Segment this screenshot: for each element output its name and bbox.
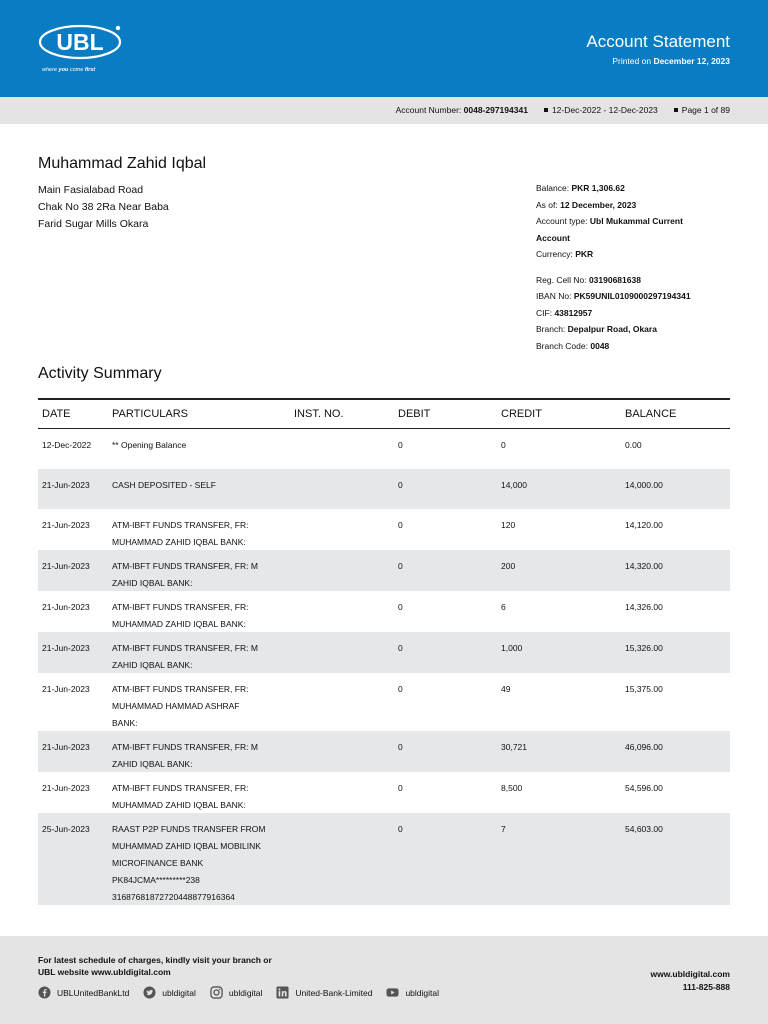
table-row [38, 772, 730, 813]
ubl-logo [38, 22, 128, 76]
particulars-line: PK84JCMA*********238 [112, 875, 200, 885]
asof-row: As of: 12 December, 2023 [536, 199, 637, 210]
statement-period: 12-Dec-2022 - 12-Dec-2023 [536, 105, 658, 115]
debit-cell: 0 [398, 561, 403, 571]
date-cell: 21-Jun-2023 [42, 684, 90, 694]
page-indicator: Page 1 of 89 [666, 105, 730, 115]
particulars-cell [112, 517, 287, 551]
table-row [38, 813, 730, 905]
credit-cell: 6 [501, 602, 506, 612]
particulars-cell [112, 558, 287, 592]
particulars-line: MUHAMMAD ZAHID IQBAL MOBILINK [112, 841, 261, 851]
table-row [38, 731, 730, 772]
table-row [38, 469, 730, 509]
account-number [396, 105, 528, 115]
credit-cell: 120 [501, 520, 516, 530]
statement-title: Account Statement [586, 32, 730, 51]
particulars-line: ATM-IBFT FUNDS TRANSFER, FR: [112, 602, 249, 612]
particulars-cell [112, 681, 287, 732]
date-cell: 21-Jun-2023 [42, 480, 90, 490]
date-cell: 25-Jun-2023 [42, 824, 90, 834]
instagram-icon [210, 986, 223, 999]
linkedin-icon [276, 986, 289, 999]
date-cell: 21-Jun-2023 [42, 602, 90, 612]
table-row [38, 550, 730, 591]
customer-name: Muhammad Zahid Iqbal [38, 155, 207, 172]
date-cell: 21-Jun-2023 [42, 520, 90, 530]
account-number-value: 0048-297194341 [463, 105, 528, 115]
credit-cell: 1,000 [501, 643, 523, 653]
header-bar [0, 0, 768, 97]
social-youtube[interactable]: ubldigital [386, 986, 439, 999]
account-info-bar [0, 97, 768, 124]
debit-cell: 0 [398, 602, 403, 612]
table-row [38, 673, 730, 731]
cif-row: CIF: 43812957 [536, 307, 593, 318]
particulars-line: ** Opening Balance [112, 440, 187, 450]
table-row [38, 429, 730, 469]
balance-cell: 14,320.00 [625, 561, 663, 571]
col-credit: CREDIT [501, 408, 542, 420]
date-cell: 21-Jun-2023 [42, 783, 90, 793]
particulars-line: 31687681872720448877916364 [112, 892, 235, 902]
debit-cell: 0 [398, 742, 403, 752]
printed-label: Printed on [612, 56, 652, 66]
social-instagram[interactable]: ubldigital [210, 986, 263, 999]
credit-cell: 14,000 [501, 480, 527, 490]
table-row [38, 509, 730, 550]
particulars-line: ATM-IBFT FUNDS TRANSFER, FR: [112, 684, 249, 694]
customer-address [38, 182, 169, 233]
balance-row: Balance: PKR 1,306.62 [536, 183, 625, 193]
balance-cell: 15,375.00 [625, 684, 663, 694]
footer-note: For latest schedule of charges, kindly visit your branch or UBL website www.ubldigital.com [38, 955, 272, 977]
particulars-line: ATM-IBFT FUNDS TRANSFER, FR: M [112, 643, 258, 653]
col-particulars: PARTICULARS [112, 408, 189, 420]
iban-row: IBAN No: PK59UNIL0109000297194341 [536, 291, 691, 301]
credit-cell: 0 [501, 440, 506, 450]
address-line: Main Fasialabad Road [38, 184, 144, 196]
branch-code-row: Branch Code: 0048 [536, 340, 610, 351]
col-balance: BALANCE [625, 408, 677, 420]
branch-row: Branch: Depalpur Road, Okara [536, 324, 657, 334]
logo-text: UBL [56, 29, 104, 55]
account-number-label: Account Number: [395, 105, 462, 115]
particulars-cell [112, 640, 287, 674]
social-links [38, 986, 439, 999]
particulars-line: BANK: [112, 718, 138, 728]
col-inst-no: INST. NO. [294, 408, 344, 420]
particulars-line: ZAHID IQBAL BANK: [112, 660, 193, 670]
credit-cell: 49 [501, 684, 511, 694]
footer-website[interactable]: www.ubldigital.com [650, 969, 730, 979]
particulars-line: ZAHID IQBAL BANK: [112, 578, 193, 588]
account-details [536, 180, 736, 354]
table-row [38, 632, 730, 673]
debit-cell: 0 [398, 684, 403, 694]
currency-row: Currency: PKR [536, 249, 594, 259]
footer [0, 936, 768, 1024]
debit-cell: 0 [398, 480, 403, 490]
particulars-line: ATM-IBFT FUNDS TRANSFER, FR: M [112, 561, 258, 571]
particulars-line: MUHAMMAD ZAHID IQBAL BANK: [112, 800, 246, 810]
credit-cell: 200 [501, 561, 516, 571]
social-facebook[interactable]: UBLUnitedBankLtd [38, 986, 129, 999]
col-debit: DEBIT [398, 408, 431, 420]
particulars-cell [112, 739, 287, 773]
twitter-icon [143, 986, 156, 999]
particulars-line: MUHAMMAD ZAHID IQBAL BANK: [112, 619, 246, 629]
printed-date [612, 56, 730, 66]
date-cell: 21-Jun-2023 [42, 742, 90, 752]
credit-cell: 7 [501, 824, 506, 834]
debit-cell: 0 [398, 520, 403, 530]
balance-cell: 46,096.00 [625, 742, 663, 752]
credit-cell: 30,721 [501, 742, 527, 752]
particulars-line: ATM-IBFT FUNDS TRANSFER, FR: [112, 520, 249, 530]
particulars-line: ATM-IBFT FUNDS TRANSFER, FR: [112, 783, 249, 793]
particulars-line: MUHAMMAD ZAHID IQBAL BANK: [112, 537, 246, 547]
particulars-cell [112, 437, 287, 454]
address-line: Farid Sugar Mills Okara [38, 218, 149, 230]
bullet-icon [544, 108, 548, 112]
particulars-line: RAAST P2P FUNDS TRANSFER FROM [112, 824, 266, 834]
balance-cell: 14,000.00 [625, 480, 663, 490]
particulars-line: MICROFINANCE BANK [112, 858, 204, 868]
balance-cell: 14,326.00 [625, 602, 663, 612]
balance-cell: 54,603.00 [625, 824, 663, 834]
balance-cell: 0.00 [625, 440, 642, 450]
particulars-cell [112, 477, 287, 494]
account-type-row: Account type: Ubl Mukammal Current [536, 216, 683, 226]
address-line: Chak No 38 2Ra Near Baba [38, 201, 169, 213]
social-linkedin[interactable]: United-Bank-Limited [276, 986, 372, 999]
table-body [38, 429, 730, 905]
debit-cell: 0 [398, 440, 403, 450]
activity-summary-title: Activity Summary [38, 365, 162, 382]
particulars-cell [112, 599, 287, 633]
printed-value: December 12, 2023 [653, 56, 730, 66]
particulars-cell [112, 821, 287, 906]
debit-cell: 0 [398, 783, 403, 793]
col-date: DATE [42, 408, 71, 420]
cell-row: Reg. Cell No: 03190681638 [536, 274, 641, 285]
youtube-icon [386, 986, 399, 999]
particulars-line: ZAHID IQBAL BANK: [112, 759, 193, 769]
balance-cell: 15,326.00 [625, 643, 663, 653]
balance-cell: 14,120.00 [625, 520, 663, 530]
date-cell: 12-Dec-2022 [42, 440, 92, 450]
logo-tagline: where you come first [42, 67, 96, 73]
debit-cell: 0 [398, 643, 403, 653]
particulars-line: MUHAMMAD HAMMAD ASHRAF [112, 701, 240, 711]
balance-cell: 54,596.00 [625, 783, 663, 793]
table-row [38, 591, 730, 632]
particulars-cell [112, 780, 287, 814]
date-cell: 21-Jun-2023 [42, 643, 90, 653]
footer-contact [651, 968, 731, 994]
account-type-row-cont: Account [536, 232, 570, 243]
facebook-icon [38, 986, 51, 999]
bullet-icon [674, 108, 678, 112]
table-header [38, 398, 730, 429]
particulars-line: CASH DEPOSITED - SELF [112, 480, 216, 490]
activity-table [38, 398, 730, 905]
particulars-line: ATM-IBFT FUNDS TRANSFER, FR: M [112, 742, 258, 752]
date-cell: 21-Jun-2023 [42, 561, 90, 571]
social-twitter[interactable]: ubldigital [143, 986, 196, 999]
footer-phone: 111-825-888 [682, 982, 730, 992]
credit-cell: 8,500 [501, 783, 523, 793]
debit-cell: 0 [398, 824, 403, 834]
